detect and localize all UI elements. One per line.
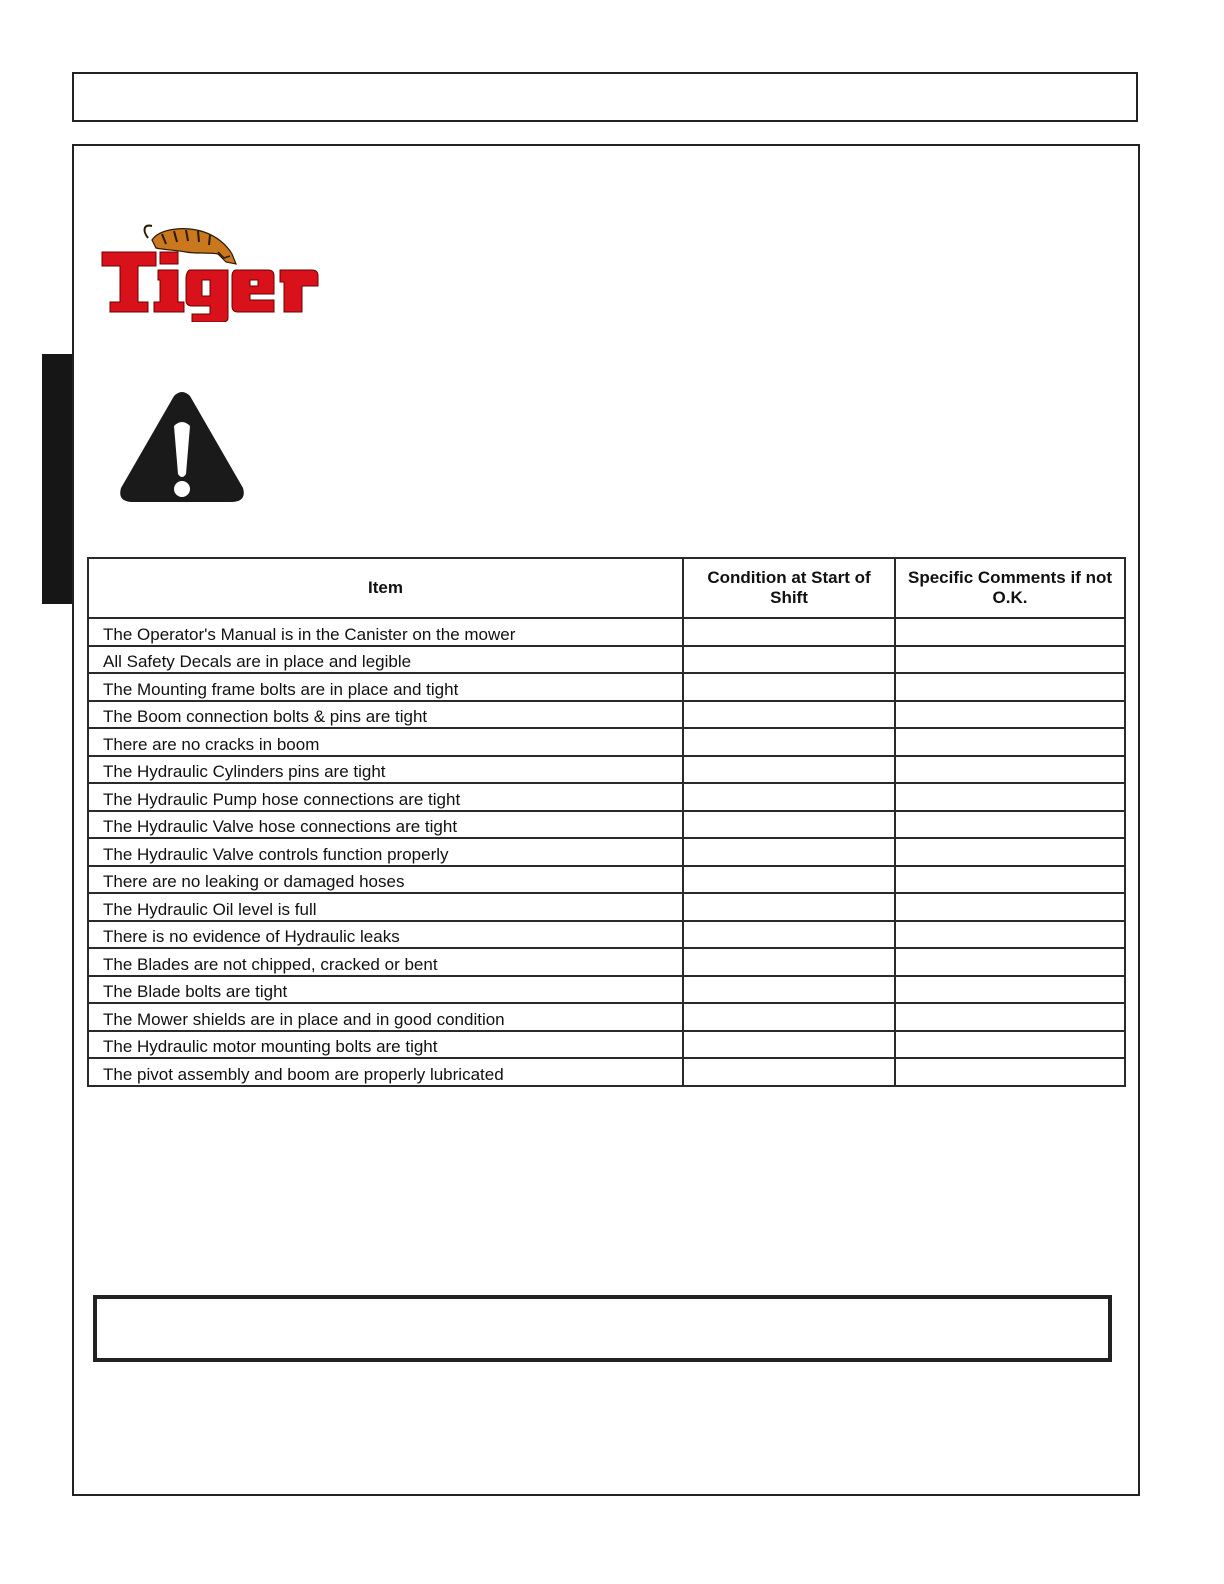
table-row (88, 728, 1125, 756)
condition-cell[interactable] (683, 618, 895, 646)
tiger-wordmark (102, 252, 318, 322)
item-header: Item (88, 558, 683, 618)
table-row (88, 976, 1125, 1004)
condition-cell[interactable] (683, 728, 895, 756)
tiger-logo (100, 222, 324, 322)
comments-cell[interactable] (895, 948, 1125, 976)
table-row (88, 1031, 1125, 1059)
comments-cell[interactable] (895, 618, 1125, 646)
comments-cell[interactable] (895, 893, 1125, 921)
comments-cell[interactable] (895, 673, 1125, 701)
table-row (88, 646, 1125, 674)
header-box (72, 72, 1138, 122)
tiger-icon (145, 226, 236, 264)
condition-cell[interactable] (683, 838, 895, 866)
condition-cell[interactable] (683, 948, 895, 976)
table-row (88, 811, 1125, 839)
condition-cell[interactable] (683, 1003, 895, 1031)
condition-cell[interactable] (683, 646, 895, 674)
daily-inspection-checklist (87, 557, 1126, 1087)
table-row (88, 618, 1125, 646)
item-cell: The Blade bolts are tight (88, 976, 683, 1004)
item-cell: The Mounting frame bolts are in place and tight (88, 673, 683, 701)
item-cell: The Operator's Manual is in the Canister on the mower (88, 618, 683, 646)
condition-cell[interactable] (683, 893, 895, 921)
condition-header: Condition at Start of Shift (683, 558, 895, 618)
comments-cell[interactable] (895, 1031, 1125, 1059)
condition-cell[interactable] (683, 756, 895, 784)
warning-icon (117, 390, 247, 505)
table-row (88, 948, 1125, 976)
item-cell: All Safety Decals are in place and legible (88, 646, 683, 674)
table-row (88, 673, 1125, 701)
table-row (88, 756, 1125, 784)
comments-cell[interactable] (895, 838, 1125, 866)
comments-cell[interactable] (895, 1003, 1125, 1031)
comments-cell[interactable] (895, 921, 1125, 949)
condition-cell[interactable] (683, 811, 895, 839)
comments-cell[interactable] (895, 811, 1125, 839)
condition-cell[interactable] (683, 1058, 895, 1086)
table-row (88, 783, 1125, 811)
comments-cell[interactable] (895, 866, 1125, 894)
item-cell: The Boom connection bolts & pins are tight (88, 701, 683, 729)
condition-cell[interactable] (683, 1031, 895, 1059)
table-row (88, 921, 1125, 949)
header-row (88, 558, 1125, 618)
table-row (88, 866, 1125, 894)
comments-cell[interactable] (895, 1058, 1125, 1086)
comments-cell[interactable] (895, 976, 1125, 1004)
condition-cell[interactable] (683, 673, 895, 701)
condition-cell[interactable] (683, 866, 895, 894)
item-cell: The Hydraulic Valve controls function properly (88, 838, 683, 866)
comments-cell[interactable] (895, 646, 1125, 674)
table-row (88, 1058, 1125, 1086)
condition-cell[interactable] (683, 783, 895, 811)
comments-header: Specific Comments if not O.K. (895, 558, 1125, 618)
item-cell: There are no cracks in boom (88, 728, 683, 756)
condition-cell[interactable] (683, 701, 895, 729)
item-cell: The Hydraulic Valve hose connections are tight (88, 811, 683, 839)
comments-cell[interactable] (895, 783, 1125, 811)
item-cell: The Mower shields are in place and in good condition (88, 1003, 683, 1031)
table-row (88, 838, 1125, 866)
table-row (88, 701, 1125, 729)
comments-cell[interactable] (895, 756, 1125, 784)
condition-cell[interactable] (683, 976, 895, 1004)
comments-cell[interactable] (895, 701, 1125, 729)
item-cell: The Hydraulic Oil level is full (88, 893, 683, 921)
item-cell: The pivot assembly and boom are properly lubricated (88, 1058, 683, 1086)
section-tab (42, 354, 72, 604)
item-cell: The Hydraulic Cylinders pins are tight (88, 756, 683, 784)
notice-box (93, 1295, 1112, 1362)
item-cell: The Hydraulic motor mounting bolts are tight (88, 1031, 683, 1059)
item-cell: There are no leaking or damaged hoses (88, 866, 683, 894)
comments-cell[interactable] (895, 728, 1125, 756)
item-cell: The Blades are not chipped, cracked or bent (88, 948, 683, 976)
item-cell: The Hydraulic Pump hose connections are tight (88, 783, 683, 811)
item-cell: There is no evidence of Hydraulic leaks (88, 921, 683, 949)
table-row (88, 1003, 1125, 1031)
condition-cell[interactable] (683, 921, 895, 949)
table-row (88, 893, 1125, 921)
